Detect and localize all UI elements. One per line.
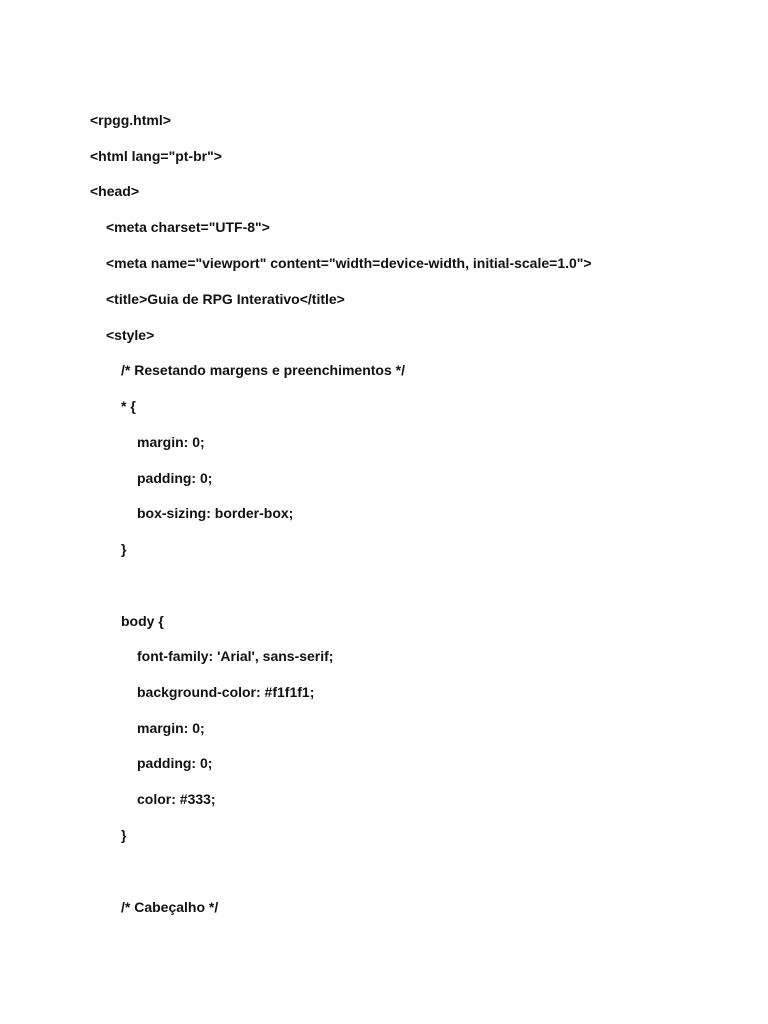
code-line: <meta name="viewport" content="width=device-width, initial-scale=1.0"> [106, 255, 592, 271]
code-line: * { [121, 398, 136, 414]
code-line: <rpgg.html> [90, 112, 171, 128]
code-line: font-family: 'Arial', sans-serif; [137, 648, 334, 664]
code-line: <style> [106, 327, 155, 343]
code-line: <head> [90, 183, 140, 199]
code-line: body { [121, 613, 164, 629]
code-line: <html lang="pt-br"> [90, 148, 222, 164]
code-line: margin: 0; [137, 434, 205, 450]
code-line: background-color: #f1f1f1; [137, 684, 315, 700]
code-comment: /* Cabeçalho */ [121, 899, 219, 915]
code-comment: /* Resetando margens e preenchimentos */ [121, 362, 405, 378]
code-line: padding: 0; [137, 755, 213, 771]
code-line: } [121, 827, 127, 843]
code-line: <title>Guia de RPG Interativo</title> [106, 291, 345, 307]
code-line: } [121, 541, 127, 557]
code-line: color: #333; [137, 791, 216, 807]
code-line: <meta charset="UTF-8"> [106, 219, 270, 235]
code-line: margin: 0; [137, 720, 205, 736]
code-line: padding: 0; [137, 470, 213, 486]
code-line: box-sizing: border-box; [137, 505, 294, 521]
